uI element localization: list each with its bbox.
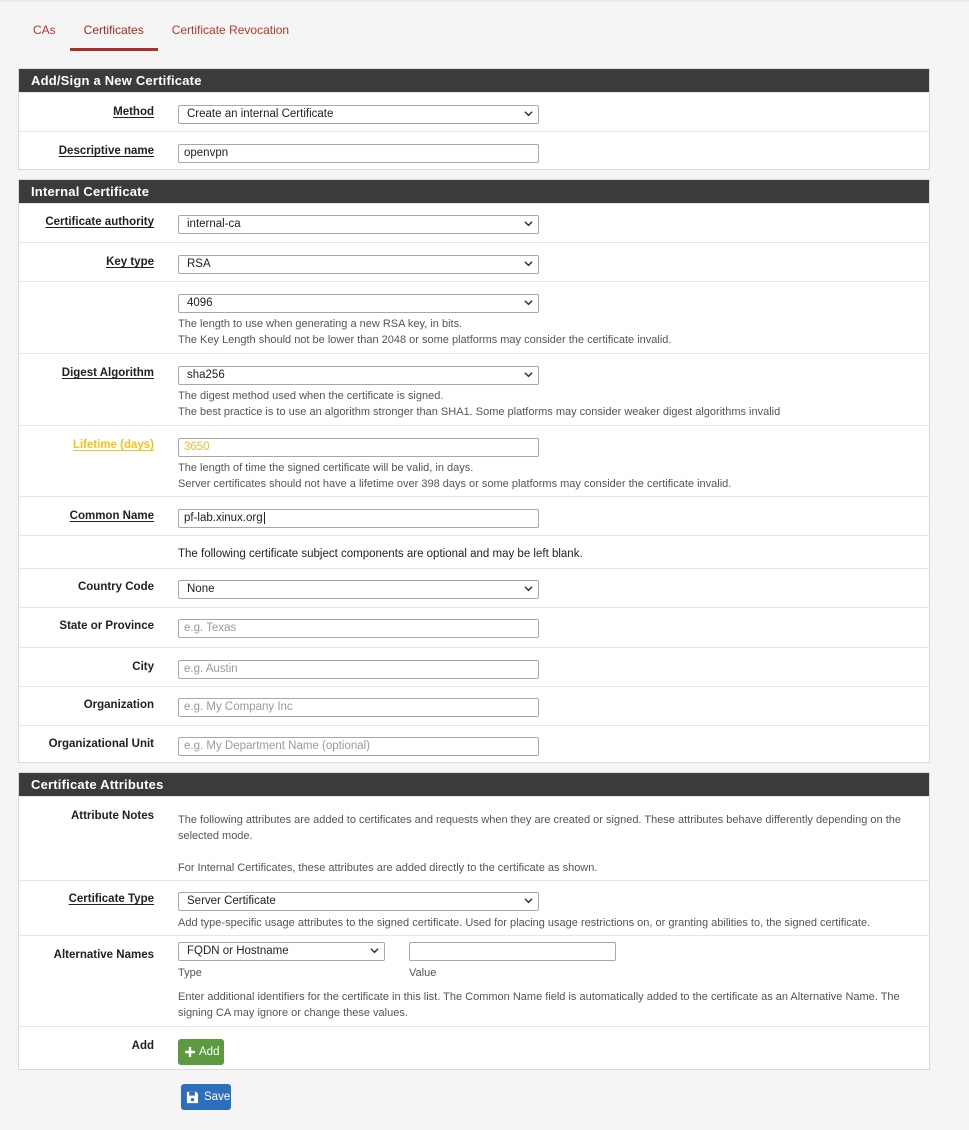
chevron-down-icon bbox=[524, 109, 533, 118]
descriptive-name-input[interactable]: openvpn bbox=[178, 144, 539, 163]
common-name-input[interactable] bbox=[178, 509, 539, 528]
key-type-value: RSA bbox=[187, 258, 211, 270]
row-organizational-unit bbox=[19, 725, 929, 764]
chevron-down-icon bbox=[524, 259, 533, 268]
certificate-authority-select[interactable] bbox=[178, 215, 539, 234]
organization-label: Organization bbox=[83, 699, 154, 711]
organizational-unit-input[interactable]: e.g. My Department Name (optional) bbox=[178, 737, 539, 756]
add-button[interactable] bbox=[178, 1039, 224, 1065]
digest-algorithm-value: sha256 bbox=[187, 369, 225, 381]
attribute-notes-paragraph1: The following attributes are added to certificates and requests when they are created or signed. These attributes behave differently depending on the selected mode. bbox=[178, 814, 901, 842]
panel-title: Add/Sign a New Certificate bbox=[19, 69, 929, 92]
row-state bbox=[19, 607, 929, 647]
key-type-select[interactable] bbox=[178, 255, 539, 274]
text-cursor bbox=[264, 512, 265, 524]
common-name-label: Common Name bbox=[69, 510, 154, 522]
tab-cas[interactable]: CAs bbox=[33, 23, 56, 37]
common-name-value: pf-lab.xinux.org bbox=[184, 512, 263, 524]
organization-input[interactable]: e.g. My Company Inc bbox=[178, 698, 539, 717]
row-descriptive-name bbox=[19, 131, 929, 170]
key-length-help bbox=[178, 316, 918, 348]
certificate-type-help: Add type-specific usage attributes to the signed certificate. Used for placing usage restrictions on, or granting abilities to, the signed certificate. bbox=[178, 917, 871, 929]
alternative-names-type-select[interactable] bbox=[178, 942, 385, 961]
city-label: City bbox=[132, 661, 154, 673]
add-button-label: Add bbox=[199, 1046, 220, 1058]
attribute-notes-label: Attribute Notes bbox=[70, 810, 154, 822]
add-label: Add bbox=[131, 1040, 154, 1052]
certificate-authority-label: Certificate authority bbox=[45, 216, 154, 228]
row-organization bbox=[19, 686, 929, 725]
row-lifetime bbox=[19, 425, 929, 496]
key-length-help-line1: The length to use when generating a new RSA key, in bits. bbox=[178, 318, 463, 330]
tab-certificate-revocation[interactable]: Certificate Revocation bbox=[171, 23, 290, 37]
country-code-label: Country Code bbox=[77, 581, 154, 593]
alternative-names-label: Alternative Names bbox=[53, 949, 154, 961]
chevron-down-icon bbox=[524, 896, 533, 905]
key-length-select[interactable] bbox=[178, 294, 539, 313]
row-optional-note bbox=[19, 535, 929, 568]
method-selected-value: Create an internal Certificate bbox=[187, 108, 334, 120]
row-add bbox=[19, 1026, 929, 1070]
row-country-code bbox=[19, 568, 929, 607]
method-label: Method bbox=[113, 106, 154, 118]
alternative-names-type-value: FQDN or Hostname bbox=[187, 945, 289, 957]
row-certificate-type bbox=[19, 880, 929, 935]
certificate-type-value: Server Certificate bbox=[187, 895, 276, 907]
alternative-names-value-caption: Value bbox=[409, 967, 437, 979]
alternative-names-value-input[interactable] bbox=[409, 942, 616, 961]
row-key-type bbox=[19, 242, 929, 281]
digest-help-line1: The digest method used when the certificate is signed. bbox=[178, 390, 444, 402]
row-certificate-authority bbox=[19, 203, 929, 242]
state-input[interactable]: e.g. Texas bbox=[178, 619, 539, 638]
optional-components-note: The following certificate subject components are optional and may be left blank. bbox=[178, 548, 583, 560]
digest-help-line2: The best practice is to use an algorithm stronger than SHA1. Some platforms may consider weaker digest algorithms invalid bbox=[178, 406, 781, 418]
chevron-down-icon bbox=[370, 946, 379, 955]
organizational-unit-label: Organizational Unit bbox=[48, 738, 154, 750]
panel-add-sign-certificate bbox=[18, 68, 930, 170]
key-length-value: 4096 bbox=[187, 297, 213, 309]
panel-title: Internal Certificate bbox=[19, 180, 929, 203]
lifetime-input[interactable]: 3650 bbox=[178, 438, 539, 457]
floppy-disk-icon bbox=[186, 1091, 199, 1104]
tab-bar bbox=[19, 14, 303, 52]
chevron-down-icon bbox=[524, 219, 533, 228]
city-input[interactable]: e.g. Austin bbox=[178, 660, 539, 679]
certificate-type-label: Certificate Type bbox=[68, 893, 154, 905]
panel-title: Certificate Attributes bbox=[19, 773, 929, 796]
row-alternative-names bbox=[19, 935, 929, 1026]
panel-internal-certificate bbox=[18, 179, 930, 763]
row-city bbox=[19, 647, 929, 686]
lifetime-help bbox=[178, 460, 918, 492]
chevron-down-icon bbox=[524, 298, 533, 307]
lifetime-label: Lifetime (days) bbox=[72, 439, 154, 451]
chevron-down-icon bbox=[524, 370, 533, 379]
panel-certificate-attributes bbox=[18, 772, 930, 1070]
row-attribute-notes bbox=[19, 796, 929, 880]
descriptive-name-label: Descriptive name bbox=[58, 145, 154, 157]
attribute-notes-paragraph2: For Internal Certificates, these attributes are added directly to the certificate as shown. bbox=[178, 862, 598, 874]
lifetime-help-line1: The length of time the signed certificate will be valid, in days. bbox=[178, 462, 474, 474]
certificate-authority-value: internal-ca bbox=[187, 218, 241, 230]
key-length-help-line2: The Key Length should not be lower than 2048 or some platforms may consider the certificate invalid. bbox=[178, 334, 672, 346]
state-label: State or Province bbox=[59, 620, 154, 632]
alternative-names-help: Enter additional identifiers for the certificate in this list. The Common Name field is automatically added to the certificate as an Alternative Name. The signing CA may ignore or change these values. bbox=[178, 991, 900, 1019]
country-code-select[interactable] bbox=[178, 580, 539, 599]
digest-algorithm-select[interactable] bbox=[178, 366, 539, 385]
alternative-names-type-caption: Type bbox=[178, 967, 202, 979]
top-divider bbox=[0, 0, 969, 2]
row-key-length bbox=[19, 281, 929, 353]
digest-algorithm-label: Digest Algorithm bbox=[61, 367, 154, 379]
chevron-down-icon bbox=[524, 584, 533, 593]
save-button[interactable] bbox=[181, 1084, 231, 1110]
row-method bbox=[19, 92, 929, 131]
attribute-notes-text bbox=[178, 812, 918, 876]
digest-algorithm-help bbox=[178, 388, 918, 420]
row-digest-algorithm bbox=[19, 353, 929, 425]
row-common-name bbox=[19, 496, 929, 535]
plus-icon bbox=[184, 1046, 196, 1058]
tab-certificates[interactable]: Certificates bbox=[70, 14, 158, 50]
certificate-type-select[interactable] bbox=[178, 892, 539, 911]
country-code-value: None bbox=[187, 583, 215, 595]
save-button-label: Save bbox=[204, 1091, 231, 1103]
lifetime-help-line2: Server certificates should not have a lifetime over 398 days or some platforms may consider the certificate invalid. bbox=[178, 478, 732, 490]
key-type-label: Key type bbox=[106, 256, 154, 268]
method-select[interactable] bbox=[178, 105, 539, 124]
